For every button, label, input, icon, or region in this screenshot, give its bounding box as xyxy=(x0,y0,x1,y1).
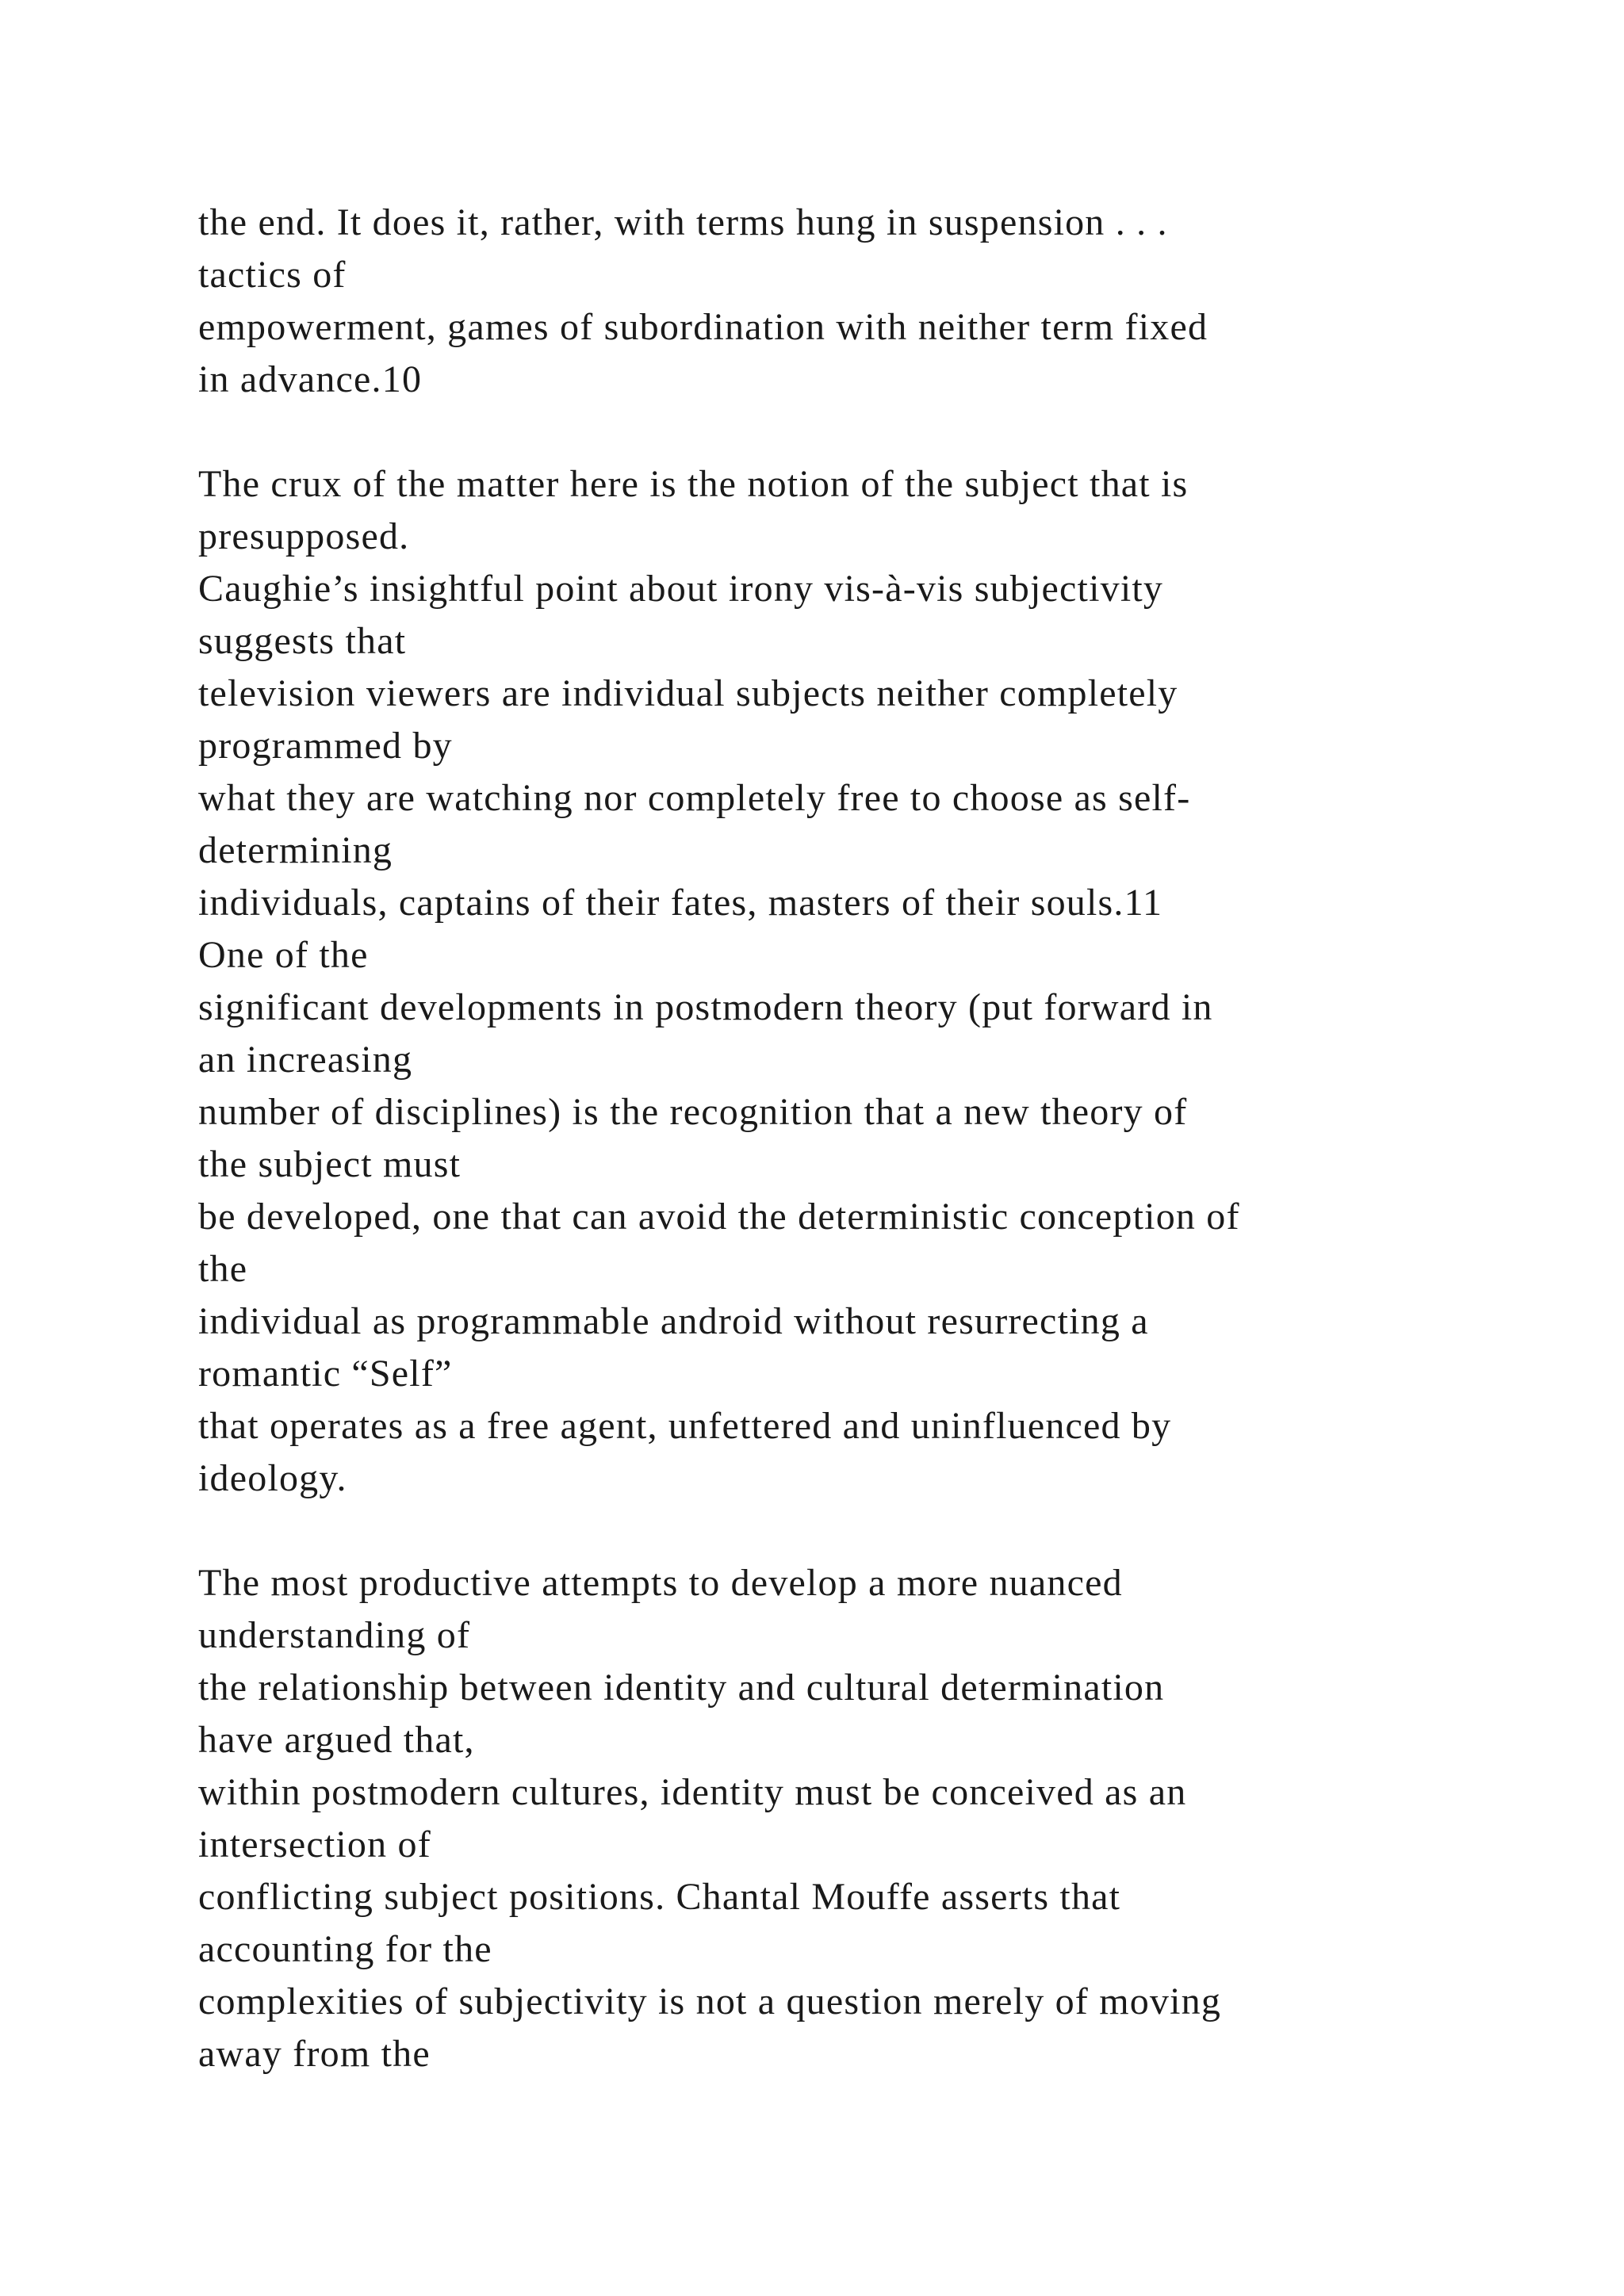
body-text xyxy=(198,197,1546,2080)
paragraph-1 xyxy=(198,197,1546,406)
text-line: intersection of xyxy=(198,1823,431,1866)
text-line: determining xyxy=(198,829,393,871)
text-line: be developed, one that can avoid the deterministic conception of xyxy=(198,1196,1240,1238)
paragraph-gap xyxy=(198,1505,1546,1557)
text-line: tactics of xyxy=(198,254,347,296)
text-line: ideology. xyxy=(198,1457,347,1499)
text-line: within postmodern cultures, identity must be conceived as an xyxy=(198,1771,1187,1813)
text-line: number of disciplines) is the recognition that a new theory of xyxy=(198,1091,1188,1133)
text-line: the relationship between identity and cultural determination xyxy=(198,1667,1165,1709)
text-line: understanding of xyxy=(198,1614,471,1656)
text-line: accounting for the xyxy=(198,1928,492,1970)
text-line: an increasing xyxy=(198,1039,413,1081)
text-line: have argued that, xyxy=(198,1719,475,1761)
text-line: One of the xyxy=(198,934,369,976)
text-line: the subject must xyxy=(198,1143,462,1185)
text-line: individual as programmable android without resurrecting a xyxy=(198,1300,1149,1342)
text-line: suggests that xyxy=(198,620,407,662)
text-line: individuals, captains of their fates, masters of their souls.11 xyxy=(198,882,1163,924)
text-line: empowerment, games of subordination with neither term fixed xyxy=(198,306,1208,348)
paragraph-2 xyxy=(198,458,1546,1505)
text-line: television viewers are individual subjects neither completely xyxy=(198,672,1178,714)
text-line: conflicting subject positions. Chantal Mouffe asserts that xyxy=(198,1876,1121,1918)
paragraph-3 xyxy=(198,1557,1546,2080)
text-line: the end. It does it, rather, with terms hung in suspension . . . xyxy=(198,201,1168,243)
text-line: presupposed. xyxy=(198,515,410,557)
text-line: away from the xyxy=(198,2033,431,2075)
text-line: that operates as a free agent, unfettered and uninfluenced by xyxy=(198,1405,1172,1447)
text-line: what they are watching nor completely free to choose as self- xyxy=(198,777,1191,819)
text-line: The most productive attempts to develop a more nuanced xyxy=(198,1562,1123,1604)
text-line: in advance.10 xyxy=(198,358,423,400)
paragraph-gap xyxy=(198,406,1546,458)
text-line: Caughie’s insightful point about irony vis-à-vis subjectivity xyxy=(198,568,1164,610)
text-line: significant developments in postmodern theory (put forward in xyxy=(198,986,1213,1028)
text-line: romantic “Self” xyxy=(198,1353,453,1395)
text-line: The crux of the matter here is the notion of the subject that is xyxy=(198,463,1189,505)
text-line: complexities of subjectivity is not a question merely of moving xyxy=(198,1980,1222,2022)
text-line: programmed by xyxy=(198,725,453,767)
text-line: the xyxy=(198,1248,248,1290)
